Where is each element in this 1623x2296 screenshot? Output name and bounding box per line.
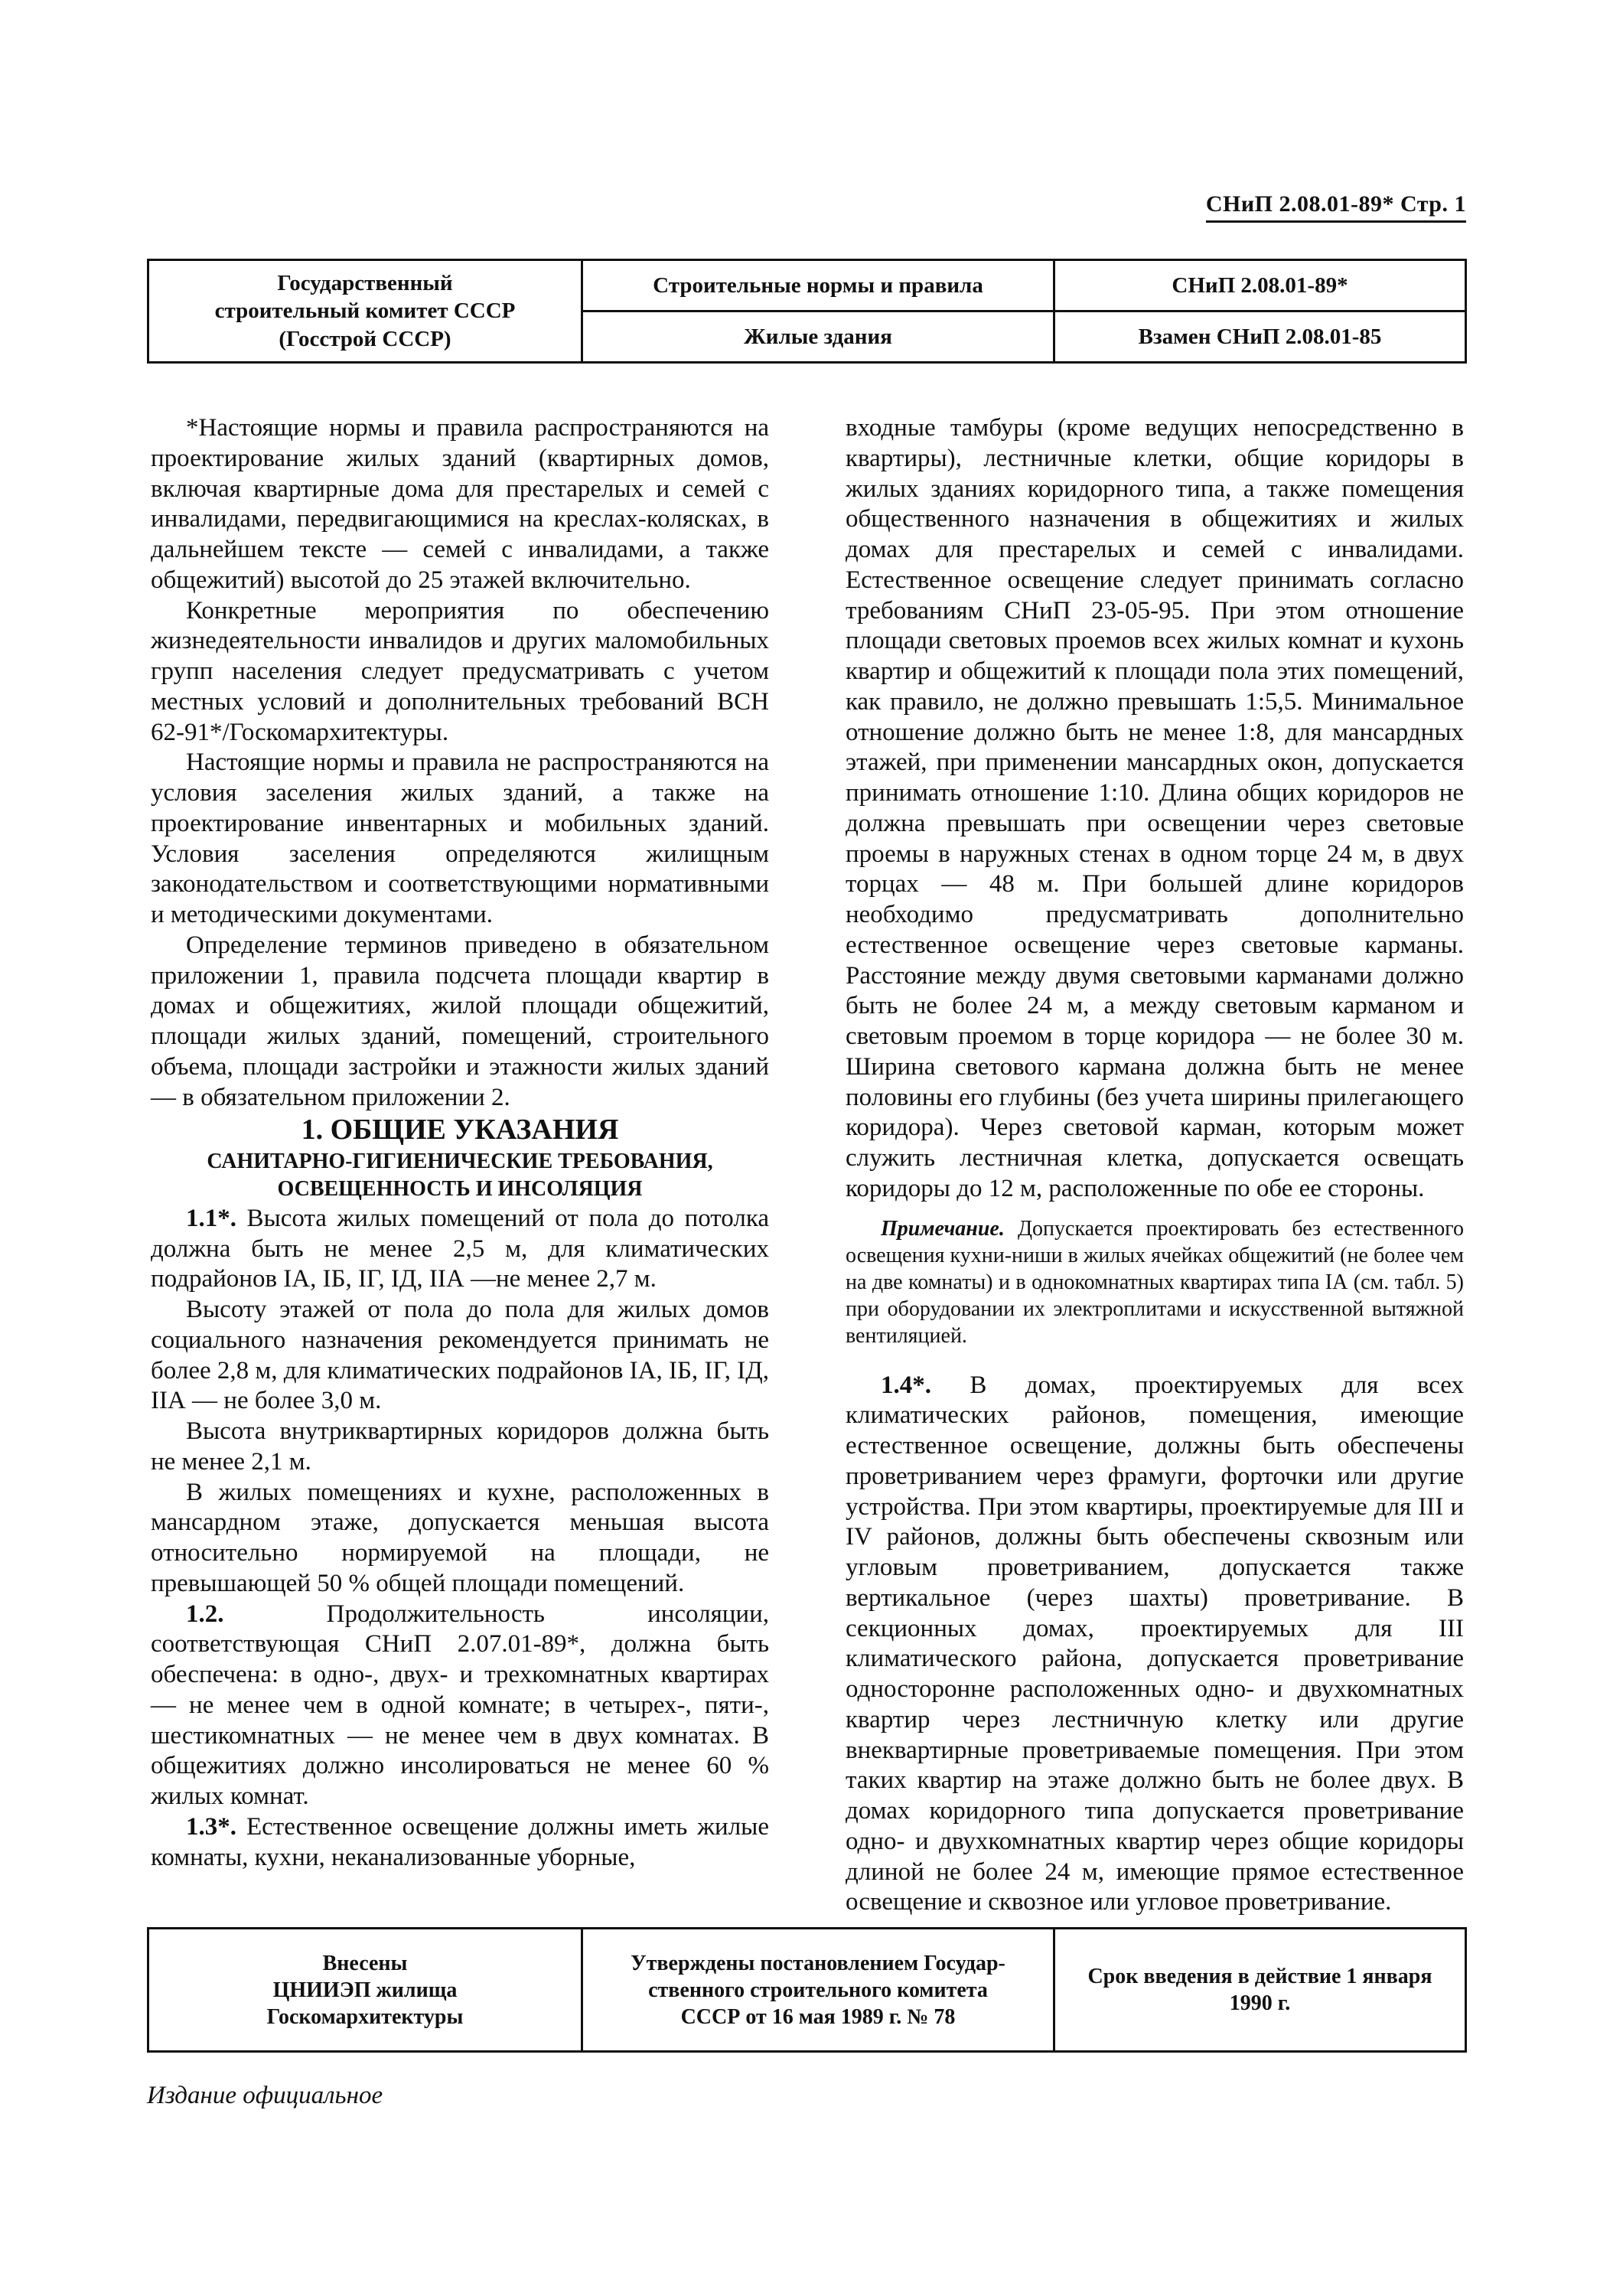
- intro-paragraph-3: Настоящие нормы и правила не распространяются на условия заселения жилых зданий, а также на проектирование инвентарных и мобильных зданий. Условия заселения определяются жилищным законодательством и соответствующими нормативными и методическими документами.: [151, 748, 769, 928]
- clause-1-2-label: 1.2.: [186, 1600, 224, 1628]
- note: [846, 1215, 1464, 1349]
- intro-paragraph-4: Определение терминов приведено в обязательном приложении 1, правила подсчета площади квартир в домах и общежитиях, жилой площади общежитий, площади жилых зданий, помещений, строительного объема, площади застройки и этажности жилых зданий — в обязательном приложении 2.: [151, 931, 769, 1111]
- approved-line-3: СССР от 16 мая 1989 г. № 78: [680, 2004, 956, 2029]
- footer-table: [147, 1927, 1467, 2053]
- doc-title: Жилые здания: [582, 311, 1054, 363]
- effective-line-2: 1990 г.: [1229, 1991, 1291, 2015]
- left-column: [151, 413, 769, 1918]
- doc-type: Строительные нормы и правила: [582, 260, 1054, 311]
- approved-line-1: Утверждены постановлением Государ-: [631, 1951, 1005, 1975]
- clause-1-4-label: 1.4*.: [881, 1371, 931, 1399]
- agency-line-1: Государственный: [277, 271, 453, 296]
- agency-line-3: (Госстрой СССР): [279, 326, 451, 351]
- section-title: 1. ОБЩИЕ УКАЗАНИЯ: [301, 1114, 619, 1146]
- right-column: [846, 413, 1464, 1918]
- page-header: СНиП 2.08.01-89* Стр. 1: [1206, 191, 1466, 223]
- introduced-line-1: Внесены: [322, 1951, 408, 1975]
- subsection-title: [151, 1148, 769, 1204]
- subsection-line-1: САНИТАРНО-ГИГИЕНИЧЕСКИЕ ТРЕБОВАНИЯ,: [207, 1150, 713, 1174]
- clause-1-1-paragraph-4: В жилых помещениях и кухне, расположенных в мансардном этаже, допускается меньшая высота относительно нормируемой на площади, не превышающей 50 % общей площади помещений.: [151, 1478, 769, 1597]
- issuing-agency: [148, 260, 582, 363]
- clause-1-1-label: 1.1*.: [186, 1204, 236, 1232]
- clause-1-3: [151, 1812, 769, 1874]
- body-columns: [151, 413, 1464, 1918]
- clause-1-2-text: Продолжительность инсоляции, соответствующая СНиП 2.07.01-89*, должна быть обеспечена: в одно-, двух- и трехкомнатных квартирах — не менее чем в одной комнате; в четырех-, пяти-, шестикомнатных — не менее чем в двух комнатах. В общежитиях должно инсолироваться не менее 60 % жилых комнат.: [151, 1600, 769, 1811]
- clause-1-3-text: Естественное освещение должны иметь жилые комнаты, кухни, неканализованные уборные,: [151, 1812, 769, 1871]
- introduced-line-3: Госкомархитектуры: [266, 2004, 464, 2029]
- doc-code: СНиП 2.08.01-89*: [1054, 260, 1466, 311]
- clause-1-3-label: 1.3*.: [186, 1812, 236, 1841]
- clause-1-1-text: Высота жилых помещений от пола до потолка должна быть не менее 2,5 м, для климатических подрайонов IА, IБ, IГ, IД, IIА —не менее 2,7 м.: [151, 1204, 769, 1293]
- header-table: [147, 259, 1467, 364]
- clause-1-1-paragraph-2: Высоту этажей от пола до пола для жилых домов социального назначения рекомендуется принимать не более 2,8 м, для климатических подрайонов IА, IБ, IГ, IД, IIА — не более 3,0 м.: [151, 1296, 769, 1415]
- edition-label: Издание официальное: [147, 2082, 383, 2109]
- agency-line-2: строительный комитет СССР: [214, 298, 516, 324]
- introduced-line-2: ЦНИИЭП жилища: [272, 1978, 458, 2002]
- clause-1-4-text: В домах, проектируемых для всех климатических районов, помещения, имеющие естественное освещение, должны быть обеспечены проветриванием через фрамуги, форточки или другие устройства. При этом квартиры, проектируемые для III и IV районов, должны быть обеспечены сквозным или угловым проветриванием, допускается также вертикальное (через шахты) проветривание. В секционных домах, проектируемых для III климатического района, допускается проветривание односторонне расположенных одно- и двухкомнатных квартир через лестничную клетку или другие внеквартирные проветриваемые помещения. При этом таких квартир на этаже должно быть не более двух. В домах коридорного типа допускается проветривание одно- и двухкомнатных квартир через общие коридоры длиной не более 24 м, имеющие прямое естественное освещение и сквозное или угловое проветривание.: [846, 1371, 1464, 1916]
- clause-1-3-continued: входные тамбуры (кроме ведущих непосредственно в квартиры), лестничные клетки, общие коридоры в жилых зданиях коридорного типа, а также помещения общественного назначения в общежитиях и жилых домах для престарелых и семей с инвалидами. Естественное освещение следует принимать согласно требованиям СНиП 23-05-95. При этом отношение площади световых проемов всех жилых комнат и кухонь квартир и общежитий к площади пола этих помещений, как правило, не должно превышать 1:5,5. Минимальное отношение должно быть не менее 1:8, для мансардных этажей, при применении мансардных окон, допускается принимать отношение 1:10. Длина общих коридоров не должна превышать при освещении через световые проемы в наружных стенах в одном торце 24 м, в двух торцах — 48 м. При большей длине коридоров необходимо предусматривать дополнительно естественное освещение через световые карманы. Расстояние между двумя световыми карманами должно быть не более 24 м, а между световым карманом и световым проемом в торце коридора — не более 30 м. Ширина светового кармана должна быть не менее половины его глубины (без учета ширины прилегающего коридора). Через световой карман, которым может служить лестничная клетка, допускается освещать коридоры до 12 м, расположенные по обе ее стороны.: [846, 414, 1464, 1202]
- clause-1-2: [151, 1600, 769, 1812]
- approved-line-2: ственного строительного комитета: [648, 1978, 988, 2002]
- effective-date: [1054, 1929, 1466, 2052]
- clause-1-4: [846, 1371, 1464, 1919]
- clause-1-1: [151, 1204, 769, 1295]
- intro-paragraph-2: Конкретные мероприятия по обеспечению жизнедеятельности инвалидов и других маломобильных групп населения следует предусматривать с учетом местных условий и дополнительных требований ВСН 62-91*/Госкомархитектуры.: [151, 596, 769, 746]
- introduced-by: [148, 1929, 582, 2052]
- subsection-line-2: ОСВЕЩЕННОСТЬ И ИНСОЛЯЦИЯ: [277, 1177, 643, 1202]
- replaces-code: Взамен СНиП 2.08.01-85: [1054, 311, 1466, 363]
- approved-by: [582, 1929, 1054, 2052]
- clause-1-1-paragraph-3: Высота внутриквартирных коридоров должна быть не менее 2,1 м.: [151, 1417, 769, 1476]
- intro-paragraph-1: *Настоящие нормы и правила распространяются на проектирование жилых зданий (квартирных домов, включая квартирные дома для престарелых и семей с инвалидами, передвигающимися на креслах-колясках, в дальнейшем тексте — семей с инвалидами, а также общежитий) высотой до 25 этажей включительно.: [151, 414, 769, 594]
- note-text: Допускается проектировать без естественного освещения кухни-ниши в жилых ячейках общежитий (не более чем на две комнаты) и в однокомнатных квартирах типа IА (см. табл. 5) при оборудовании их электроплитами и искусственной вытяжной вентиляцией.: [846, 1216, 1464, 1348]
- note-label: Примечание.: [881, 1216, 1005, 1241]
- effective-line-1: Срок введения в действие 1 января: [1087, 1965, 1432, 1988]
